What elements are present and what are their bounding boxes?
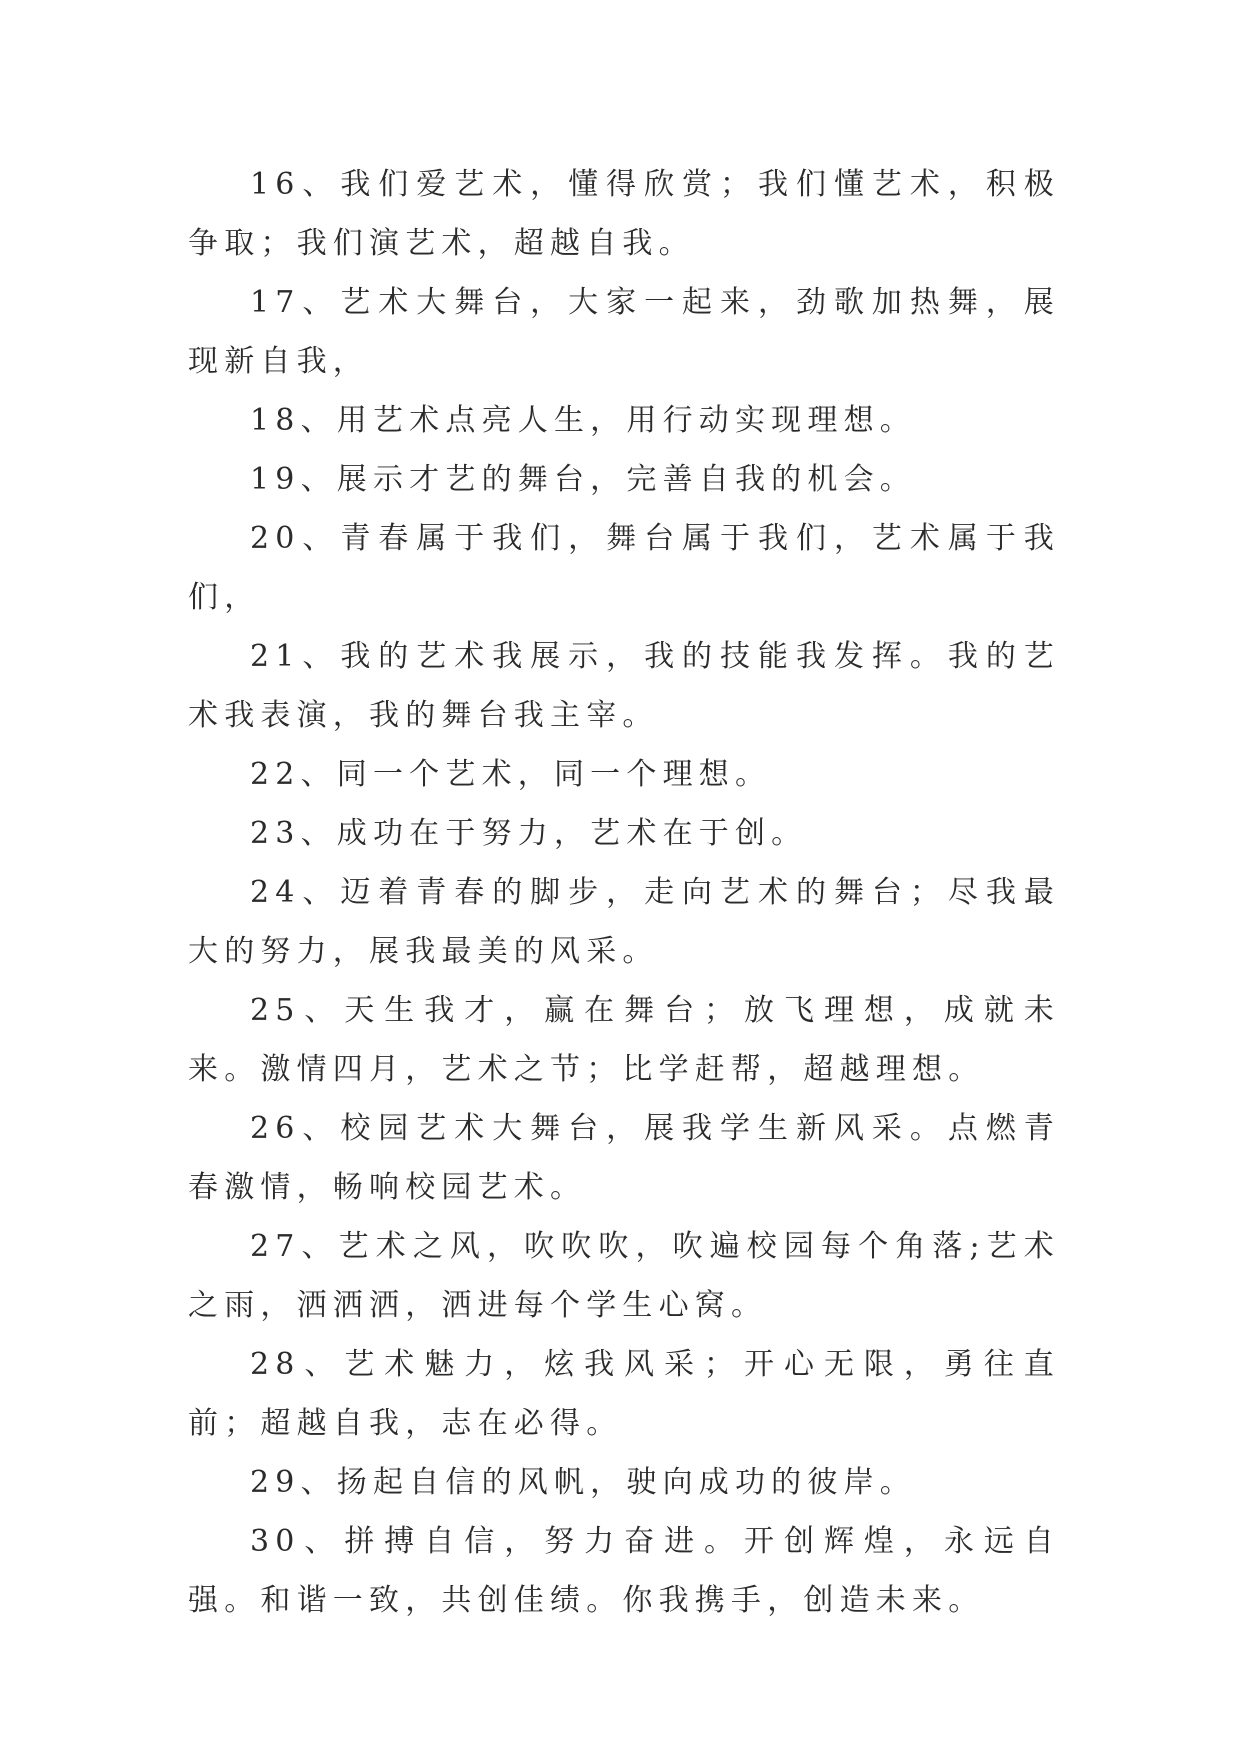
slogan-paragraph: 18、用艺术点亮人生，用行动实现理想。 bbox=[250, 403, 916, 438]
slogan-paragraph: 29、扬起自信的风帆，驶向成功的彼岸。 bbox=[250, 1465, 916, 1500]
slogan-paragraph: 30、拼搏自信，努力奋进。开创辉煌，永远自强。和谐一致，共创佳绩。你我携手，创造未来。 bbox=[188, 1524, 1060, 1618]
document-body bbox=[188, 155, 1060, 1630]
slogan-paragraph: 27、艺术之风，吹吹吹，吹遍校园每个角落;艺术之雨，洒洒洒，洒进每个学生心窝。 bbox=[188, 1229, 1060, 1323]
slogan-paragraph: 22、同一个艺术，同一个理想。 bbox=[250, 757, 772, 792]
slogan-paragraph: 28、艺术魅力，炫我风采；开心无限，勇往直前；超越自我，志在必得。 bbox=[188, 1347, 1060, 1441]
slogan-paragraph: 19、展示才艺的舞台，完善自我的机会。 bbox=[250, 462, 916, 497]
slogan-paragraph: 24、迈着青春的脚步，走向艺术的舞台；尽我最大的努力，展我最美的风采。 bbox=[188, 875, 1060, 969]
slogan-paragraph: 21、我的艺术我展示，我的技能我发挥。我的艺术我表演，我的舞台我主宰。 bbox=[188, 639, 1060, 733]
slogan-paragraph: 23、成功在于努力，艺术在于创。 bbox=[250, 816, 808, 851]
slogan-paragraph: 20、青春属于我们，舞台属于我们，艺术属于我们， bbox=[188, 521, 1060, 615]
slogan-paragraph: 17、艺术大舞台，大家一起来，劲歌加热舞，展现新自我， bbox=[188, 285, 1060, 379]
slogan-paragraph: 26、校园艺术大舞台，展我学生新风采。点燃青春激情，畅响校园艺术。 bbox=[188, 1111, 1060, 1205]
slogan-paragraph: 25、天生我才，赢在舞台；放飞理想，成就未来。激情四月，艺术之节；比学赶帮，超越理想。 bbox=[188, 993, 1060, 1087]
slogan-paragraph: 16、我们爱艺术，懂得欣赏；我们懂艺术，积极争取；我们演艺术，超越自我。 bbox=[188, 167, 1060, 261]
